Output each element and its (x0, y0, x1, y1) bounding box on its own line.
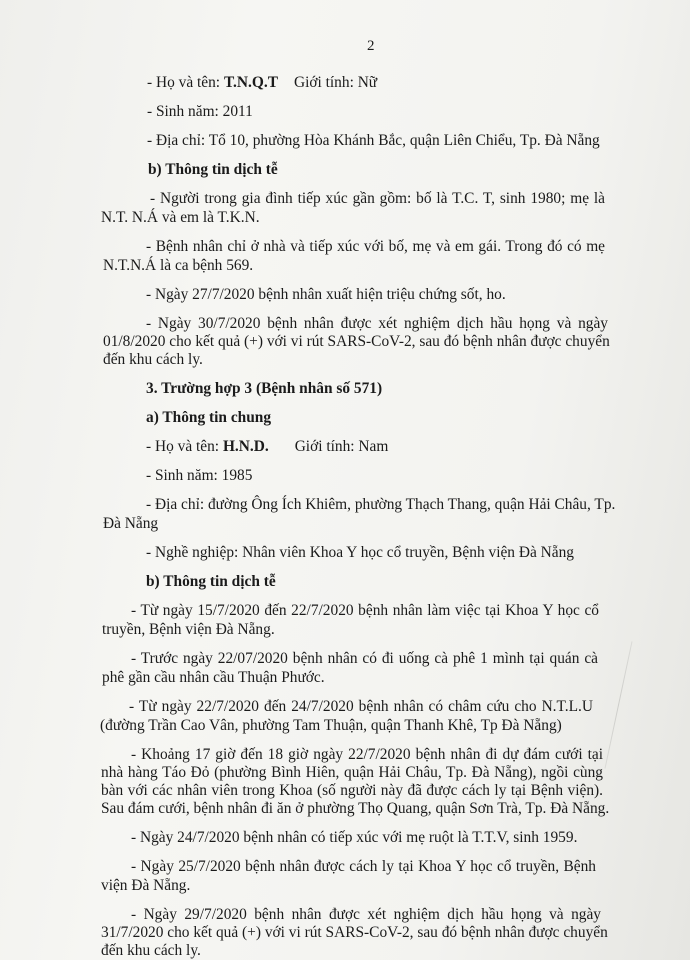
paragraph-line: - Ngày 24/7/2020 bệnh nhân có tiếp xúc với mẹ ruột là T.T.V, sinh 1959. (131, 829, 578, 846)
paragraph-line: - Từ ngày 15/7/2020 đến 22/7/2020 bệnh nhân làm việc tại Khoa Y học cổ (131, 602, 599, 619)
section-heading-epidemiology: b) Thông tin dịch tễ (146, 573, 276, 590)
paragraph-line: viện Đà Nẵng. (101, 877, 191, 894)
paragraph-line: 31/7/2020 cho kết quả (+) với vi rút SARS-CoV-2, sau đó bệnh nhân được chuyển (101, 924, 608, 941)
birth-year-line: - Sinh năm: 2011 (147, 103, 253, 120)
address-line: - Địa chỉ: Tổ 10, phường Hòa Khánh Bắc, quận Liên Chiểu, Tp. Đà Nẵng (147, 132, 600, 149)
paragraph-line: N.T. N.Á và em là T.K.N. (101, 209, 260, 226)
birth-year-line: - Sinh năm: 1985 (146, 467, 253, 484)
page-number: 2 (367, 38, 375, 54)
paragraph-line: nhà hàng Táo Đỏ (phường Bình Hiên, quận Hải Châu, Tp. Đà Nẵng), ngồi cùng (101, 764, 603, 781)
gender-label: Giới tính: Nữ (293, 74, 378, 91)
paragraph-line: - Người trong gia đình tiếp xúc gần gồm: bố là T.C. T, sinh 1980; mẹ là (150, 190, 605, 207)
paragraph-line: N.T.N.Á là ca bệnh 569. (103, 257, 254, 274)
name-label: - Họ và tên: (146, 438, 223, 455)
paper-fold-mark (604, 641, 632, 768)
paragraph-line: - Ngày 30/7/2020 bệnh nhân được xét nghiệm dịch hầu họng và ngày (146, 315, 608, 332)
address-line: - Địa chỉ: đường Ông Ích Khiêm, phường Thạch Thang, quận Hải Châu, Tp. (146, 496, 616, 513)
name-line (146, 438, 388, 456)
paragraph-line: Sau đám cưới, bệnh nhân đi ăn ở phường Thọ Quang, quận Sơn Trà, Tp. Đà Nẵng. (101, 800, 610, 817)
name-line (147, 74, 377, 92)
gender-label: Giới tính: Nam (294, 438, 389, 455)
paragraph-line: đến khu cách ly. (103, 351, 203, 368)
paragraph-line: - Trước ngày 22/07/2020 bệnh nhân có đi uống cà phê 1 mình tại quán cà (131, 650, 598, 667)
paragraph-line: (đường Trần Cao Vân, phường Tam Thuận, quận Thanh Khê, Tp Đà Nẵng) (100, 717, 562, 734)
paragraph-line: 01/8/2020 cho kết quả (+) với vi rút SARS-CoV-2, sau đó bệnh nhân được chuyển (103, 333, 610, 350)
case-heading: 3. Trường hợp 3 (Bệnh nhân số 571) (146, 380, 383, 397)
patient-name: H.N.D. (222, 438, 269, 455)
name-label: - Họ và tên: (147, 74, 224, 91)
address-line: Đà Nẵng (103, 515, 159, 532)
paragraph-line: - Ngày 29/7/2020 bệnh nhân được xét nghiệm dịch hầu họng và ngày (131, 906, 601, 923)
paragraph-line: - Từ ngày 22/7/2020 đến 24/7/2020 bệnh nhân có châm cứu cho N.T.L.U (129, 698, 593, 715)
paragraph-line: đến khu cách ly. (101, 942, 201, 959)
paragraph-line: - Ngày 25/7/2020 bệnh nhân được cách ly tại Khoa Y học cổ truyền, Bệnh (131, 858, 596, 875)
section-heading-general: a) Thông tin chung (146, 409, 272, 426)
paragraph-line: bàn với các nhân viên trong Khoa (số người này đã được cách ly tại Bệnh viện). (101, 782, 603, 799)
paragraph-line: - Bệnh nhân chỉ ở nhà và tiếp xúc với bố, mẹ và em gái. Trong đó có mẹ (146, 238, 605, 255)
section-heading-epidemiology: b) Thông tin dịch tễ (148, 161, 278, 178)
paragraph-line: - Ngày 27/7/2020 bệnh nhân xuất hiện triệu chứng sốt, ho. (146, 286, 506, 303)
paragraph-line: phê gần cầu nhân cầu Thuận Phước. (102, 669, 325, 686)
occupation-line: - Nghề nghiệp: Nhân viên Khoa Y học cổ truyền, Bệnh viện Đà Nẵng (146, 544, 574, 561)
patient-name: T.N.Q.T (223, 74, 278, 91)
paragraph-line: truyền, Bệnh viện Đà Nẵng. (102, 621, 275, 638)
paragraph-line: - Khoảng 17 giờ đến 18 giờ ngày 22/7/2020 bệnh nhân đi dự đám cưới tại (131, 746, 603, 763)
